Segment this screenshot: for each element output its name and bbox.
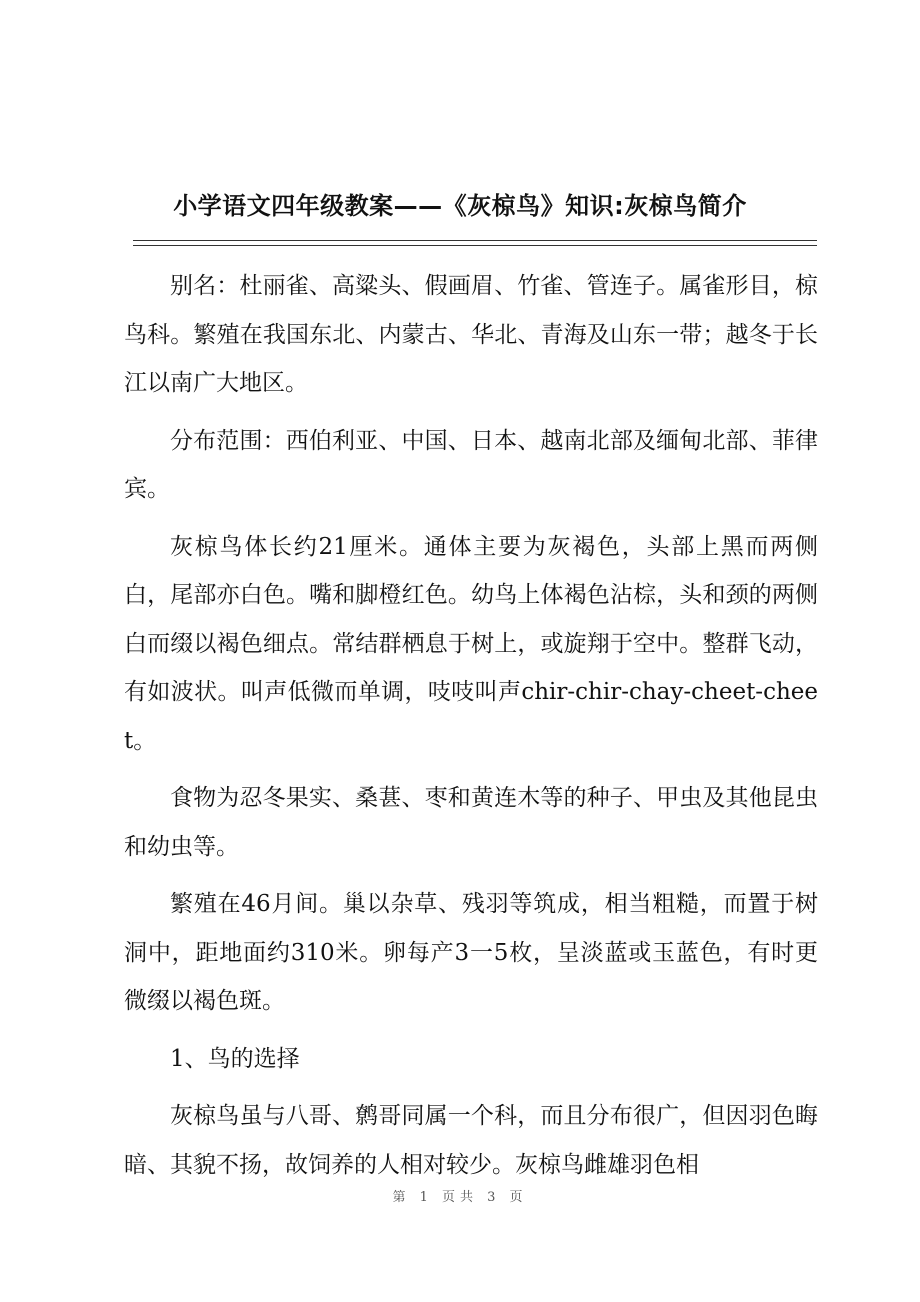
- paragraph-alias: 别名：杜丽雀、高粱头、假画眉、竹雀、管连子。属雀形目，椋鸟科。繁殖在我国东北、内蒙古、华北、青海及山东一带；越冬于长江以南广大地区。: [124, 273, 818, 396]
- page-number-footer: 第 1 页共 3 页: [392, 1190, 528, 1205]
- section-heading: 1、鸟的选择: [170, 1045, 300, 1072]
- paragraph-food: 食物为忍冬果实、桑葚、枣和黄连木等的种子、甲虫及其他昆虫和幼虫等。: [124, 785, 818, 860]
- title-double-rule: [133, 240, 817, 246]
- paragraph-selection: 灰椋鸟虽与八哥、鹩哥同属一个科，而且分布很广，但因羽色晦暗、其貌不扬，故饲养的人相对较少。灰椋鸟雌雄羽色相: [124, 1103, 818, 1178]
- document-body: [124, 262, 818, 1198]
- paragraph-distribution: 分布范围：西伯利亚、中国、日本、越南北部及缅甸北部、菲律宾。: [124, 427, 818, 502]
- paragraph-description: 灰椋鸟体长约21厘米。通体主要为灰褐色，头部上黑而两侧白，尾部亦白色。嘴和脚橙红色。幼鸟上体褐色沾棕，头和颈的两侧白而缀以褐色细点。常结群栖息于树上，或旋翔于空中。整群飞动，有如波状。叫声低微而单调，吱吱叫声chir-chir-chay-cheet-cheet。: [124, 533, 818, 754]
- paragraph-breeding: 繁殖在46月间。巢以杂草、残羽等筑成，相当粗糙，而置于树洞中，距地面约310米。卵每产3一5枚，呈淡蓝或玉蓝色，有时更微缀以褐色斑。: [124, 891, 818, 1014]
- page-title: 小学语文四年级教案——《灰椋鸟》知识:灰椋鸟简介: [173, 192, 747, 220]
